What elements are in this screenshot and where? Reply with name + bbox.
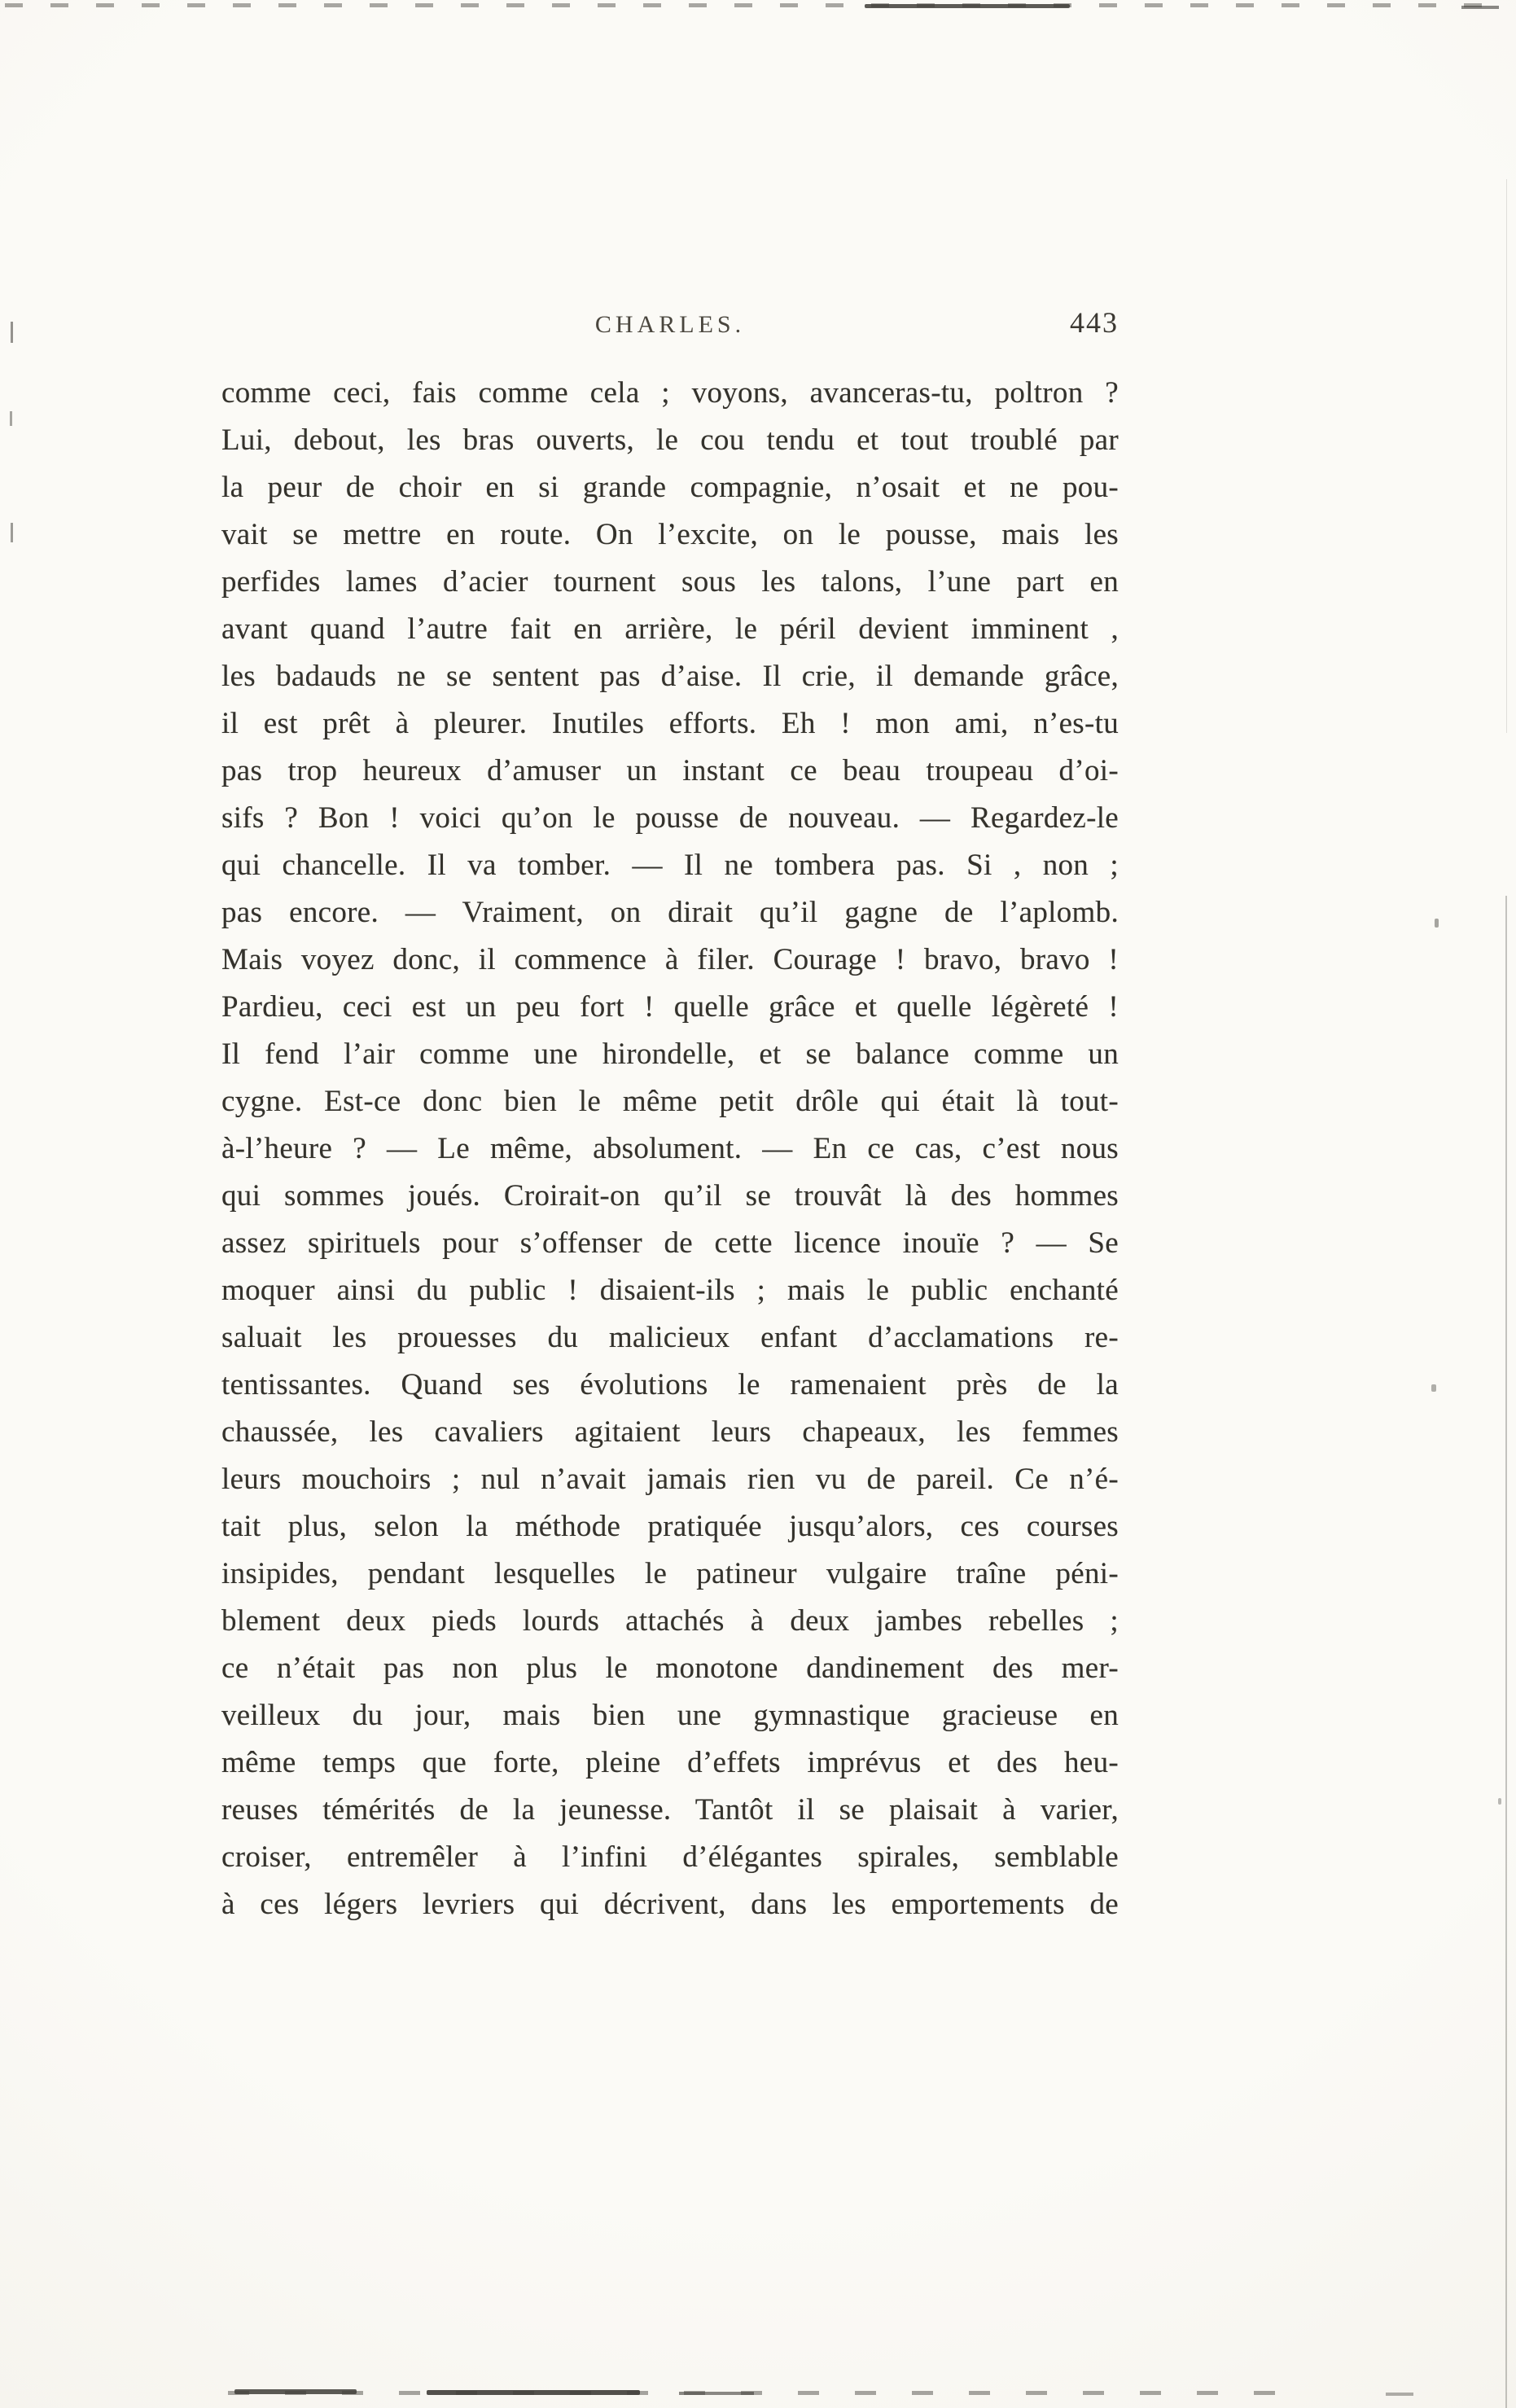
text-line: même temps que forte, pleine d’effets imprévus et des heu- (221, 1746, 1119, 1779)
scan-artifact-bottom-edge (228, 2391, 1286, 2395)
text-line: saluait les prouesses du malicieux enfant d’acclamations re- (221, 1321, 1119, 1354)
text-line: Lui, debout, les bras ouverts, le cou tendu et tout troublé par (221, 423, 1119, 457)
text-line: perfides lames d’acier tournent sous les talons, l’une part en (221, 565, 1119, 599)
page-number: 443 (1070, 306, 1119, 339)
text-line: croiser, entremêler à l’infini d’élégantes spirales, semblable (221, 1840, 1119, 1874)
text-line: avant quand l’autre fait en arrière, le péril devient imminent , (221, 612, 1119, 646)
scan-artifact (1461, 6, 1499, 9)
text-line: les badauds ne se sentent pas d’aise. Il crie, il demande grâce, (221, 660, 1119, 693)
text-line: moquer ainsi du public ! disaient-ils ; mais le public enchanté (221, 1274, 1119, 1307)
text-line: ce n’était pas non plus le monotone dandinement des mer- (221, 1651, 1119, 1685)
scan-artifact-top-edge (5, 3, 1508, 7)
scan-artifact (427, 2390, 640, 2395)
text-line: assez spirituels pour s’offenser de cette licence inouïe ? — Se (221, 1226, 1119, 1260)
text-line: blement deux pieds lourds attachés à deux jambes rebelles ; (221, 1604, 1119, 1638)
text-line: pas encore. — Vraiment, on dirait qu’il gagne de l’aplomb. (221, 896, 1119, 929)
text-line: insipides, pendant lesquelles le patineur vulgaire traîne péni- (221, 1557, 1119, 1590)
scan-artifact-left-margin (11, 322, 13, 343)
text-line: Pardieu, ceci est un peu fort ! quelle grâce et quelle légèreté ! (221, 990, 1119, 1024)
scan-artifact (679, 2392, 754, 2395)
text-line: vait se mettre en route. On l’excite, on le pousse, mais les (221, 518, 1119, 551)
text-line: tentissantes. Quand ses évolutions le ramenaient près de la (221, 1368, 1119, 1401)
text-line: à-l’heure ? — Le même, absolument. — En ce cas, c’est nous (221, 1132, 1119, 1165)
scan-artifact (1386, 2393, 1413, 2396)
scan-artifact-right-rule (1506, 179, 1507, 733)
scan-artifact-left-margin (10, 411, 12, 426)
scan-artifact-top-line (865, 4, 1070, 8)
scan-speck (1498, 1798, 1501, 1805)
running-title: CHARLES. (594, 311, 746, 338)
text-line: veilleux du jour, mais bien une gymnastique gracieuse en (221, 1699, 1119, 1732)
text-line: à ces légers levriers qui décrivent, dans les emportements de (221, 1888, 1119, 1921)
scan-artifact-right-rule (1505, 896, 1507, 2408)
text-line: comme ceci, fais comme cela ; voyons, avanceras-tu, poltron ? (221, 376, 1119, 410)
scan-speck (1435, 919, 1439, 928)
text-line: tait plus, selon la méthode pratiquée jusqu’alors, ces courses (221, 1510, 1119, 1543)
text-line: chaussée, les cavaliers agitaient leurs chapeaux, les femmes (221, 1415, 1119, 1449)
scan-speck (1431, 1384, 1436, 1392)
text-line: pas trop heureux d’amuser un instant ce beau troupeau d’oi- (221, 754, 1119, 787)
text-line: qui sommes joués. Croirait-on qu’il se trouvât là des hommes (221, 1179, 1119, 1213)
text-line: reuses témérités de la jeunesse. Tantôt il se plaisait à varier, (221, 1793, 1119, 1827)
text-block (221, 370, 1119, 1928)
text-line: sifs ? Bon ! voici qu’on le pousse de nouveau. — Regardez-le (221, 801, 1119, 835)
text-line: qui chancelle. Il va tomber. — Il ne tombera pas. Si , non ; (221, 849, 1119, 882)
text-line: Il fend l’air comme une hirondelle, et se balance comme un (221, 1037, 1119, 1071)
text-line: cygne. Est-ce donc bien le même petit drôle qui était là tout- (221, 1085, 1119, 1118)
text-line: leurs mouchoirs ; nul n’avait jamais rien vu de pareil. Ce n’é- (221, 1463, 1119, 1496)
page-header (221, 306, 1119, 350)
scan-artifact (234, 2389, 357, 2394)
text-line: Mais voyez donc, il commence à filer. Courage ! bravo, bravo ! (221, 943, 1119, 976)
scan-artifact-left-margin (11, 523, 13, 542)
text-line: il est prêt à pleurer. Inutiles efforts. Eh ! mon ami, n’es-tu (221, 707, 1119, 740)
text-line: la peur de choir en si grande compagnie, n’osait et ne pou- (221, 471, 1119, 504)
